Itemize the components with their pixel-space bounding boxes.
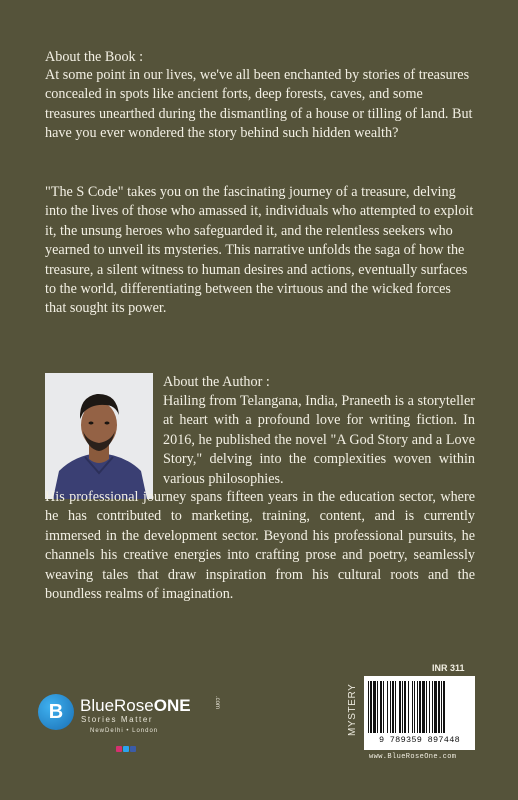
publisher-name-part1: BlueRose <box>80 696 154 715</box>
publisher-logo-mark <box>38 694 74 730</box>
publisher-logo <box>38 694 228 754</box>
publisher-website: www.BlueRoseOne.com <box>369 753 457 761</box>
genre-label: MYSTERY <box>347 683 358 736</box>
about-book-paragraph-1: At some point in our lives, we've all been enchanted by stories of treasures concealed in spots like ancient forts, deep forests, caves, and some treasures unearthed during the dismantling of a house or tilling of land. But have you ever wondered the story behind such hidden wealth? <box>45 67 473 142</box>
publisher-tagline: Stories Matter <box>81 715 154 724</box>
publisher-cities: NewDelhi • London <box>90 728 159 734</box>
instagram-icon <box>116 746 122 752</box>
about-author-paragraph-1: Hailing from Telangana, India, Praneeth is a storyteller at heart with a profound love for writing fiction. In 2016, he published the novel "A God Story and a Love Story," delving into the complexities woven within various philosophies. <box>163 393 475 487</box>
about-author-title: About the Author : <box>163 374 270 390</box>
barcode-bars <box>368 681 471 733</box>
author-photo <box>45 373 153 499</box>
about-author-paragraph-2: His professional journey spans fifteen years in the education sector, where he has contributed to marketing, training, content, and is currently immersed in the development sector. Beyond his professional pursuits, he channels his creative energies into crafting prose and poetry, seamlessly weaving tales that draw inspiration from his cultural roots and the boundless realms of imagination. <box>45 489 475 603</box>
about-book-paragraph-2: "The S Code" takes you on the fascinating journey of a treasure, delving into the lives of those who amassed it, individuals who attempted to exploit it, the unsung heroes who safeguarded it, and the relentless seekers who yearned to unveil its mysteries. This narrative unfolds the saga of how the treasure, a silent witness to human desires and actions, eventually surfaces to the world, differentiating between the virtuous and the wicked forces that sought its power. <box>45 184 474 317</box>
price-label: INR 311 <box>432 663 465 673</box>
publisher-domain-suffix: .com <box>214 696 220 710</box>
isbn-digits: 9 789359 897448 <box>378 735 460 745</box>
about-book-title: About the Book : <box>45 49 144 65</box>
publisher-logo-letter: B <box>48 701 64 723</box>
isbn-barcode <box>364 676 475 750</box>
facebook-icon <box>130 746 136 752</box>
publisher-name <box>80 696 191 716</box>
social-icons <box>116 739 140 747</box>
publisher-name-part2: ONE <box>153 696 191 715</box>
twitter-icon <box>123 746 129 752</box>
